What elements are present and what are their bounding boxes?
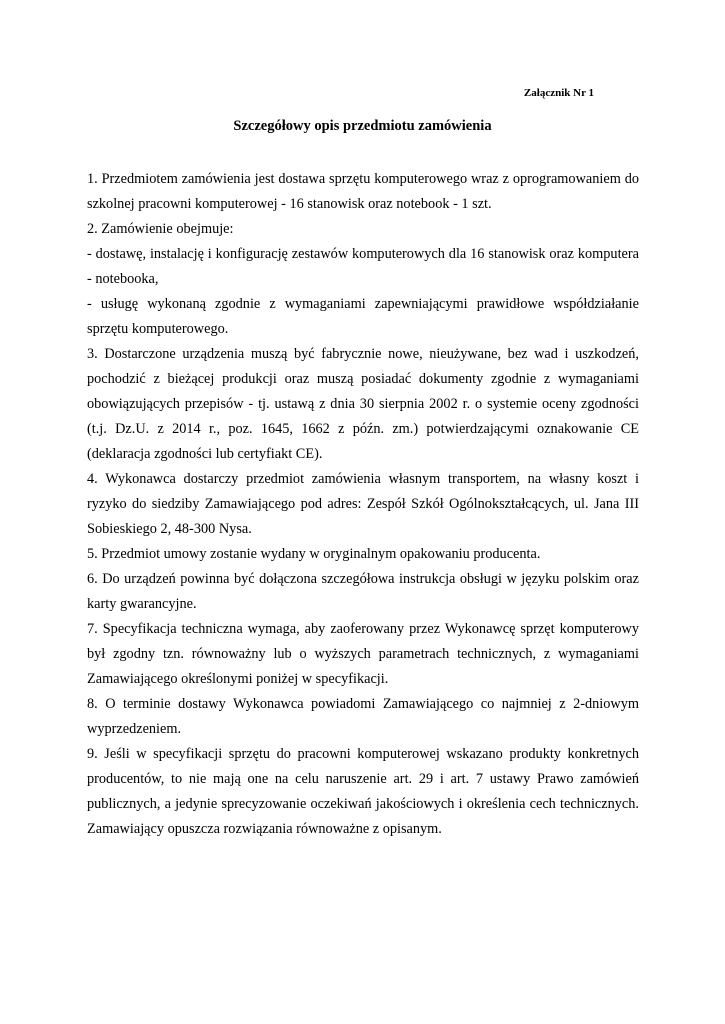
paragraph-4: 4. Wykonawca dostarczy przedmiot zamówienia własnym transportem, na własny koszt i ryzyko do siedziby Zamawiającego pod adres: Zespół Szkół Ogólnokształcących, ul. Jana III Sobieskiego 2, 48-300 Nysa. <box>87 471 639 537</box>
paragraph-2-item-2: - usługę wykonaną zgodnie z wymaganiami zapewniającymi prawidłowe współdziałanie sprzętu komputerowego. <box>87 296 639 337</box>
paragraph-6: 6. Do urządzeń powinna być dołączona szczegółowa instrukcja obsługi w języku polskim oraz karty gwarancyjne. <box>87 571 639 612</box>
paragraph-2-item-1: - dostawę, instalację i konfigurację zestawów komputerowych dla 16 stanowisk oraz komputera - notebooka, <box>87 246 639 287</box>
paragraph-9: 9. Jeśli w specyfikacji sprzętu do pracowni komputerowej wskazano produkty konkretnych producentów, to nie mają one na celu naruszenie art. 29 i art. 7 ustawy Prawo zamówień publicznych, a jedynie sprecyzowanie oczekiwań jakościowych i określenia cech technicznych. Zamawiający opuszcza rozwiązania równoważne z opisanym. <box>87 746 639 837</box>
paragraph-2: 2. Zamówienie obejmuje: <box>87 221 234 237</box>
paragraph-5: 5. Przedmiot umowy zostanie wydany w oryginalnym opakowaniu producenta. <box>87 546 541 562</box>
paragraph-3: 3. Dostarczone urządzenia muszą być fabrycznie nowe, nieużywane, bez wad i uszkodzeń, pochodzić z bieżącej produkcji oraz muszą posiadać dokumenty zgodnie z wymaganiami obowiązujących przepisów - tj. ustawą z dnia 30 sierpnia 2002 r. o systemie oceny zgodności (t.j. Dz.U. z 2014 r., poz. 1645, 1662 z późn. zm.) potwierdzającymi oznakowanie CE (deklaracja zgodności lub certyfiakt CE). <box>87 346 639 462</box>
paragraph-8: 8. O terminie dostawy Wykonawca powiadomi Zamawiającego co najmniej z 2-dniowym wyprzedzeniem. <box>87 696 639 737</box>
paragraph-1: 1. Przedmiotem zamówienia jest dostawa sprzętu komputerowego wraz z oprogramowaniem do szkolnej pracowni komputerowej - 16 stanowisk oraz notebook - 1 szt. <box>87 171 639 212</box>
document-title: Szczegółowy opis przedmiotu zamówienia <box>233 118 492 134</box>
document-body <box>87 167 639 842</box>
annex-label: Załącznik Nr 1 <box>523 87 594 99</box>
paragraph-7: 7. Specyfikacja techniczna wymaga, aby zaoferowany przez Wykonawcę sprzęt komputerowy był zgodny tzn. równoważny lub o wyższych parametrach technicznych, z wymaganiami Zamawiającego określonymi poniżej w specyfikacji. <box>87 621 639 687</box>
